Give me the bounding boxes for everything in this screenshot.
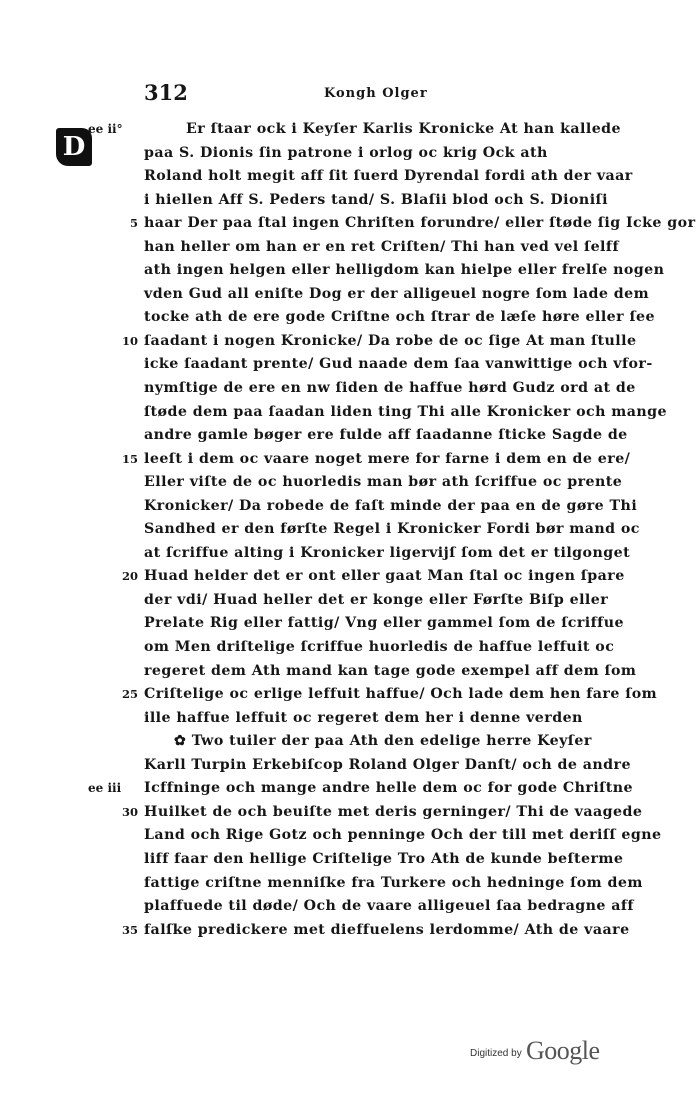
text-line: [88, 471, 623, 495]
digitization-watermark: [470, 1036, 630, 1070]
text-line: [88, 777, 633, 801]
text-line: [88, 683, 658, 707]
line-text: tocke ath de ere gode Criſtne och ſtrar de læſe høre eller ſee: [144, 309, 655, 326]
line-number: 10: [121, 333, 138, 348]
line-text: ath ingen helgen eller helligdom kan hielpe eller frelſe nogen: [144, 262, 665, 279]
line-text: i hiellen Aff S. Peders tand/ S. Blaſii blod och S. Dioniſi: [144, 191, 608, 208]
text-line: [88, 801, 643, 825]
text-line: [88, 565, 625, 589]
text-line: [88, 542, 631, 566]
line-text: haar Der paa ſtal ingen Chriſten forundre/ eller ſtøde ſig Icke gor: [144, 215, 696, 232]
line-number: 30: [121, 804, 138, 819]
line-text: Land och Rige Gotz och penninge Och der till met deriſſ egne: [144, 827, 662, 844]
line-text: ille haffue leffuit oc regeret dem her i denne verden: [144, 709, 583, 726]
line-text: at ſcriffue alting i Kronicker ligervijſ ſom det er tilgonget: [144, 544, 631, 561]
signature-mark: ee iii: [88, 781, 122, 796]
line-text: ✿ Two tuiler der paa Ath den edelige herre Keyſer: [174, 733, 592, 750]
line-text: andre gamle bøger ere fulde aff ſaadanne ſticke Sagde de: [144, 427, 628, 444]
text-line: [88, 495, 638, 519]
text-line: [88, 377, 636, 401]
text-line: [88, 189, 618, 213]
body-text: [88, 118, 696, 942]
line-text: fattige criſtne menniſke fra Turkere och hedninge ſom dem: [144, 874, 643, 891]
text-line: [88, 353, 653, 377]
line-text: liff faar den hellige Criſtelige Tro Ath de kunde beſterme: [144, 850, 624, 867]
text-line: [88, 306, 655, 330]
line-text: han heller om han er en ret Criſten/ Thi han ved vel ſelff: [144, 238, 620, 255]
line-text: icke ſaadant prente/ Gud naade dem ſaa vanwittige och vfor-: [144, 356, 653, 373]
line-text: paa S. Dionis ſin patrone i orlog oc krig Ock ath: [144, 144, 548, 161]
line-text: Eller viſte de oc huorledis man bør ath ſcriffue oc prente: [144, 474, 623, 491]
text-line: [88, 259, 665, 283]
line-text: Kronicker/ Da robede de faſt minde der paa en de gøre Thi: [144, 497, 638, 514]
text-line: [88, 895, 634, 919]
drop-initial: D: [56, 128, 92, 166]
line-text: regeret dem Ath mand kan tage gode exempel aff dem ſom: [144, 662, 637, 679]
text-line: [88, 872, 643, 896]
line-number: 25: [121, 687, 138, 702]
text-line: [88, 707, 618, 731]
line-text: Huad helder det er ont eller gaat Man ſtal oc ingen ſpare: [144, 568, 625, 585]
text-line: [88, 518, 640, 542]
text-line: [88, 212, 696, 236]
line-number: 5: [129, 216, 138, 231]
text-line: [88, 754, 631, 778]
page-number: 312: [144, 80, 188, 105]
line-text: falſke predickere met dieffuelens lerdomme/ Ath de vaare: [144, 921, 630, 938]
text-line: [88, 612, 624, 636]
google-logo: Google: [526, 1036, 600, 1065]
line-text: Roland holt megit aff ſit ſuerd Dyrendal fordi ath der vaar: [144, 168, 633, 185]
text-line: [88, 118, 622, 142]
signature-mark: ee ii°: [88, 122, 123, 136]
text-line: [88, 401, 667, 425]
line-text: ſaadant i nogen Kronicke/ Da robe de oc ſige At man ſtulle: [144, 332, 637, 349]
text-line: [88, 660, 637, 684]
text-line: [88, 330, 637, 354]
text-line: [88, 283, 650, 307]
text-line: [88, 730, 618, 754]
line-text: vden Gud all eniſte Dog er der alligeuel nogre ſom lade dem: [144, 285, 650, 302]
line-text: ſtøde dem paa ſaadan liden ting Thi alle Kronicker och mange: [144, 403, 667, 420]
line-text: Huilket de och beuiſte met deris gerninger/ Thi de vaagede: [144, 803, 643, 820]
line-text: Karll Turpin Erkebiſcop Roland Olger Danſt/ och de andre: [144, 756, 631, 773]
line-number: 35: [121, 922, 138, 937]
line-text: leeſt i dem oc vaare noget mere for farne i dem en de ere/: [144, 450, 631, 467]
text-line: [88, 142, 618, 166]
line-text: Criſtelige oc erlige leffuit haffue/ Och lade dem hen fare ſom: [144, 686, 658, 703]
text-line: [88, 165, 633, 189]
text-line: [88, 824, 662, 848]
text-line: [88, 848, 624, 872]
line-text: om Men driſtelige ſcriffue huorledis de haffue leffuit oc: [144, 639, 615, 656]
running-title: Kongh Olger: [324, 86, 428, 101]
text-line: [88, 236, 618, 260]
text-line: [88, 589, 618, 613]
digitized-by-label: Digitized by: [470, 1048, 522, 1059]
line-number: 15: [121, 451, 138, 466]
line-text: der vdi/ Huad heller det er konge eller Førſte Biſp eller: [144, 591, 609, 608]
text-line: [88, 636, 618, 660]
line-text: nymſtige de ere en nw ſiden de haffue hørd Gudz ord at de: [144, 380, 636, 397]
text-line: [88, 448, 631, 472]
line-text: Prelate Rig eller fattig/ Vng eller gammel ſom de ſcriffue: [144, 615, 624, 632]
text-line: [88, 919, 630, 943]
line-text: Er ſtaar ock i Keyſer Karlis Kronicke At han kallede: [186, 121, 622, 137]
line-text: Icffninge och mange andre helle dem oc for gode Chriſtne: [144, 780, 633, 797]
text-line: [88, 424, 628, 448]
line-text: plaffuede til døde/ Och de vaare alligeuel ſaa bedragne aff: [144, 898, 634, 915]
page-header: [144, 80, 604, 104]
line-text: Sandhed er den førſte Regel i Kronicker Fordi bør mand oc: [144, 521, 640, 538]
line-number: 20: [121, 569, 138, 584]
